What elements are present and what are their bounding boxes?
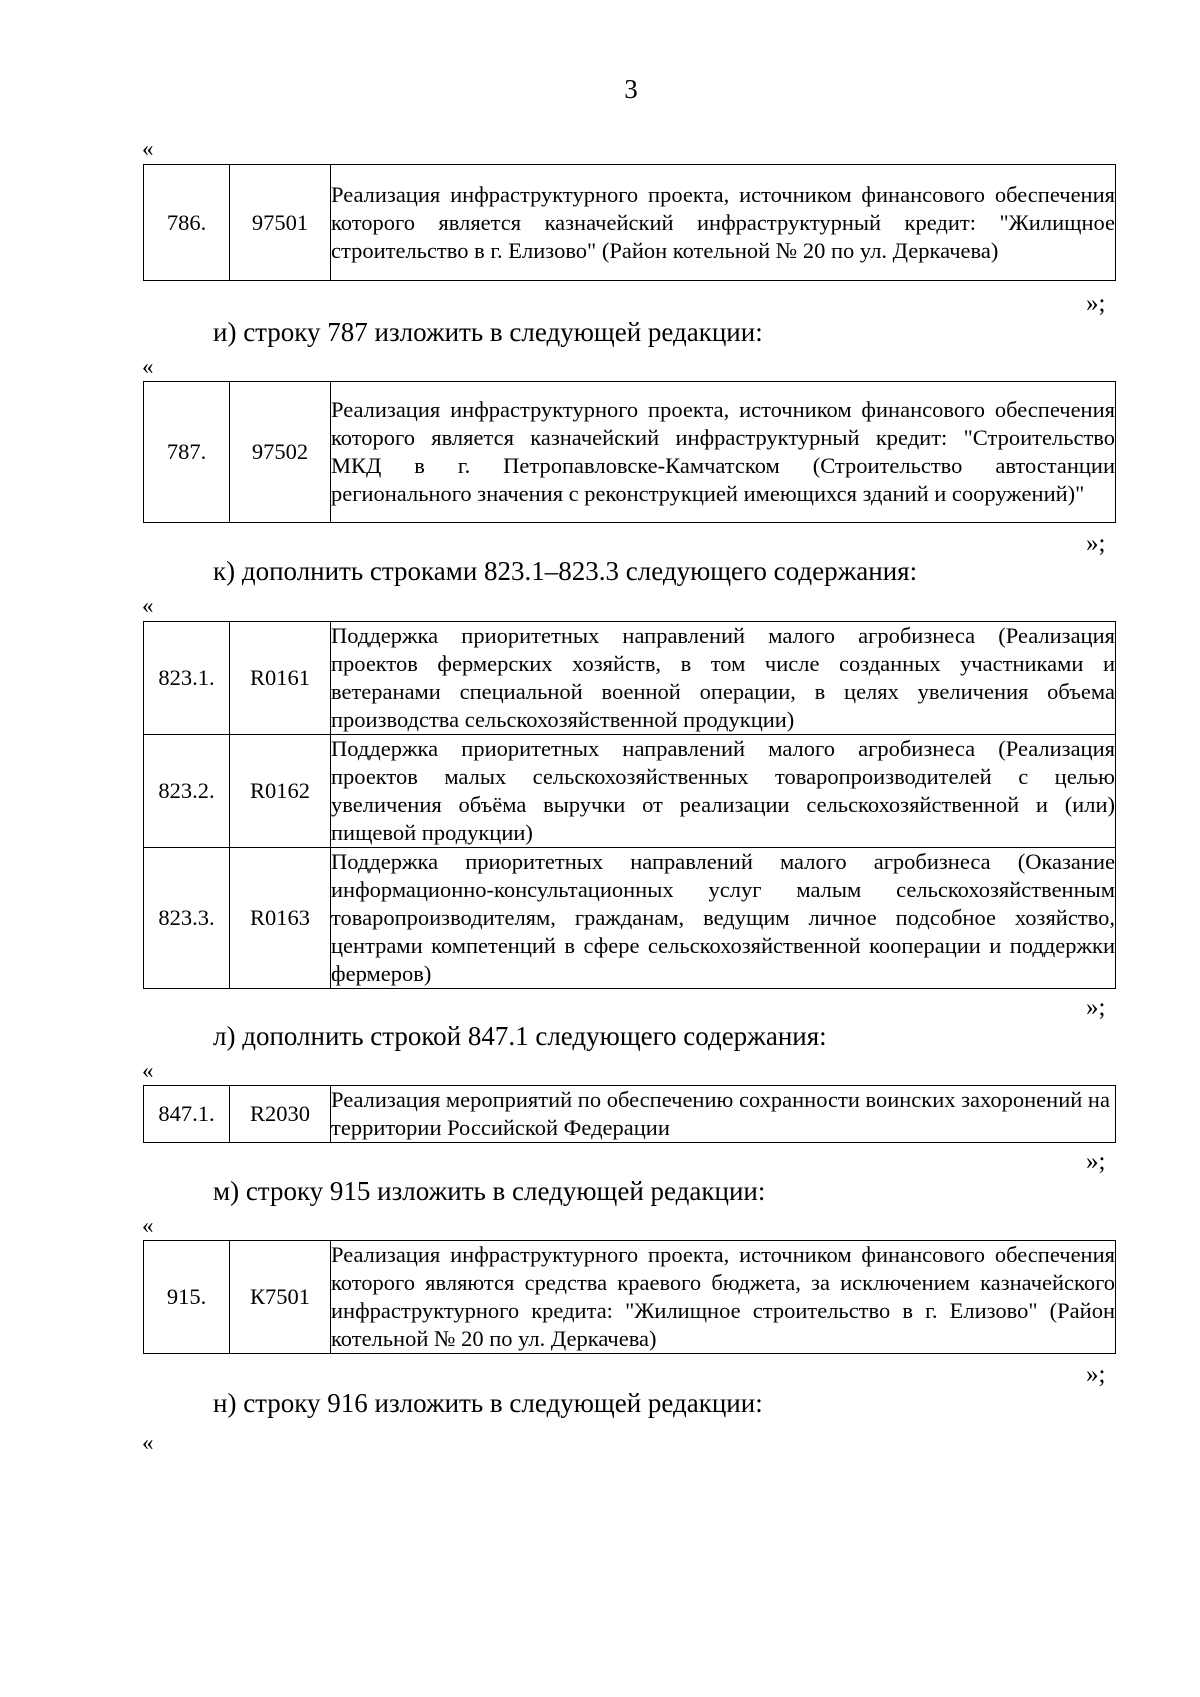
row-description: Реализация мероприятий по обеспечению сохранности воинских захоронений на территории Российской Федерации	[331, 1086, 1116, 1143]
table-row	[144, 622, 1116, 735]
open-quote: «	[142, 1058, 154, 1083]
table-row	[144, 1241, 1116, 1354]
row-number: 847.1.	[144, 1086, 230, 1143]
page-number: 3	[624, 74, 638, 104]
close-quote: »;	[1086, 290, 1106, 317]
row-number: 787.	[144, 382, 230, 523]
row-code: R0163	[230, 848, 331, 989]
amendment-table-787	[143, 381, 1116, 523]
instruction-916: н) строку 916 изложить в следующей редакции:	[213, 1388, 763, 1418]
instruction-847: л) дополнить строкой 847.1 следующего содержания:	[213, 1021, 827, 1051]
row-description: Поддержка приоритетных направлений малого агробизнеса (Реализация проектов малых сельскохозяйственных товаропроизводителей с целью увеличения объёма выручки от реализации сельскохозяйственной и (или) пищевой продукции)	[331, 735, 1116, 848]
row-description: Реализация инфраструктурного проекта, источником финансового обеспечения которого является казначейский инфраструктурный кредит: "Жилищное строительство в г. Елизово" (Район котельной № 20 по ул. Деркачева)	[331, 165, 1116, 281]
row-number: 823.1.	[144, 622, 230, 735]
row-code: R0162	[230, 735, 331, 848]
instruction-787: и) строку 787 изложить в следующей редакции:	[213, 317, 763, 347]
amendment-table-915	[143, 1240, 1116, 1354]
open-quote: «	[142, 1213, 154, 1238]
instruction-823: к) дополнить строками 823.1–823.3 следующего содержания:	[213, 556, 918, 586]
row-number: 915.	[144, 1241, 230, 1354]
close-quote: »;	[1086, 1361, 1106, 1388]
close-quote: »;	[1086, 994, 1106, 1021]
table-row	[144, 735, 1116, 848]
row-code: К7501	[230, 1241, 331, 1354]
instruction-915: м) строку 915 изложить в следующей редакции:	[213, 1176, 766, 1206]
row-code: 97501	[230, 165, 331, 281]
row-code: R2030	[230, 1086, 331, 1143]
row-description: Поддержка приоритетных направлений малого агробизнеса (Оказание информационно-консультационных услуг малым сельскохозяйственным товаропроизводителям, гражданам, ведущим личное подсобное хозяйство, центрами компетенций в сфере сельскохозяйственной кооперации и поддержки фермеров)	[331, 848, 1116, 989]
amendment-table-847	[143, 1085, 1116, 1143]
amendment-table-786	[143, 164, 1116, 281]
row-number: 786.	[144, 165, 230, 281]
table-row	[144, 848, 1116, 989]
row-description: Реализация инфраструктурного проекта, источником финансового обеспечения которого является казначейский инфраструктурный кредит: "Строительство МКД в г. Петропавловске-Камчатском (Строительство автостанции регионального значения с реконструкцией имеющихся зданий и сооружений)"	[331, 382, 1116, 523]
amendment-table-823	[143, 621, 1116, 989]
close-quote: »;	[1086, 1148, 1106, 1175]
open-quote: «	[142, 354, 154, 379]
row-code: 97502	[230, 382, 331, 523]
open-quote: «	[142, 593, 154, 618]
row-description: Поддержка приоритетных направлений малого агробизнеса (Реализация проектов фермерских хозяйств, в том числе созданных участниками и ветеранами специальной военной операции, в целях увеличения объема производства сельскохозяйственной продукции)	[331, 622, 1116, 735]
row-description: Реализация инфраструктурного проекта, источником финансового обеспечения которого являются средства краевого бюджета, за исключением казначейского инфраструктурного кредита: "Жилищное строительство в г. Елизово" (Район котельной № 20 по ул. Деркачева)	[331, 1241, 1116, 1354]
open-quote: «	[142, 1430, 154, 1455]
table-row	[144, 165, 1116, 281]
row-code: R0161	[230, 622, 331, 735]
open-quote: «	[142, 136, 154, 161]
table-row	[144, 1086, 1116, 1143]
row-number: 823.2.	[144, 735, 230, 848]
close-quote: »;	[1086, 530, 1106, 557]
row-number: 823.3.	[144, 848, 230, 989]
table-row	[144, 382, 1116, 523]
